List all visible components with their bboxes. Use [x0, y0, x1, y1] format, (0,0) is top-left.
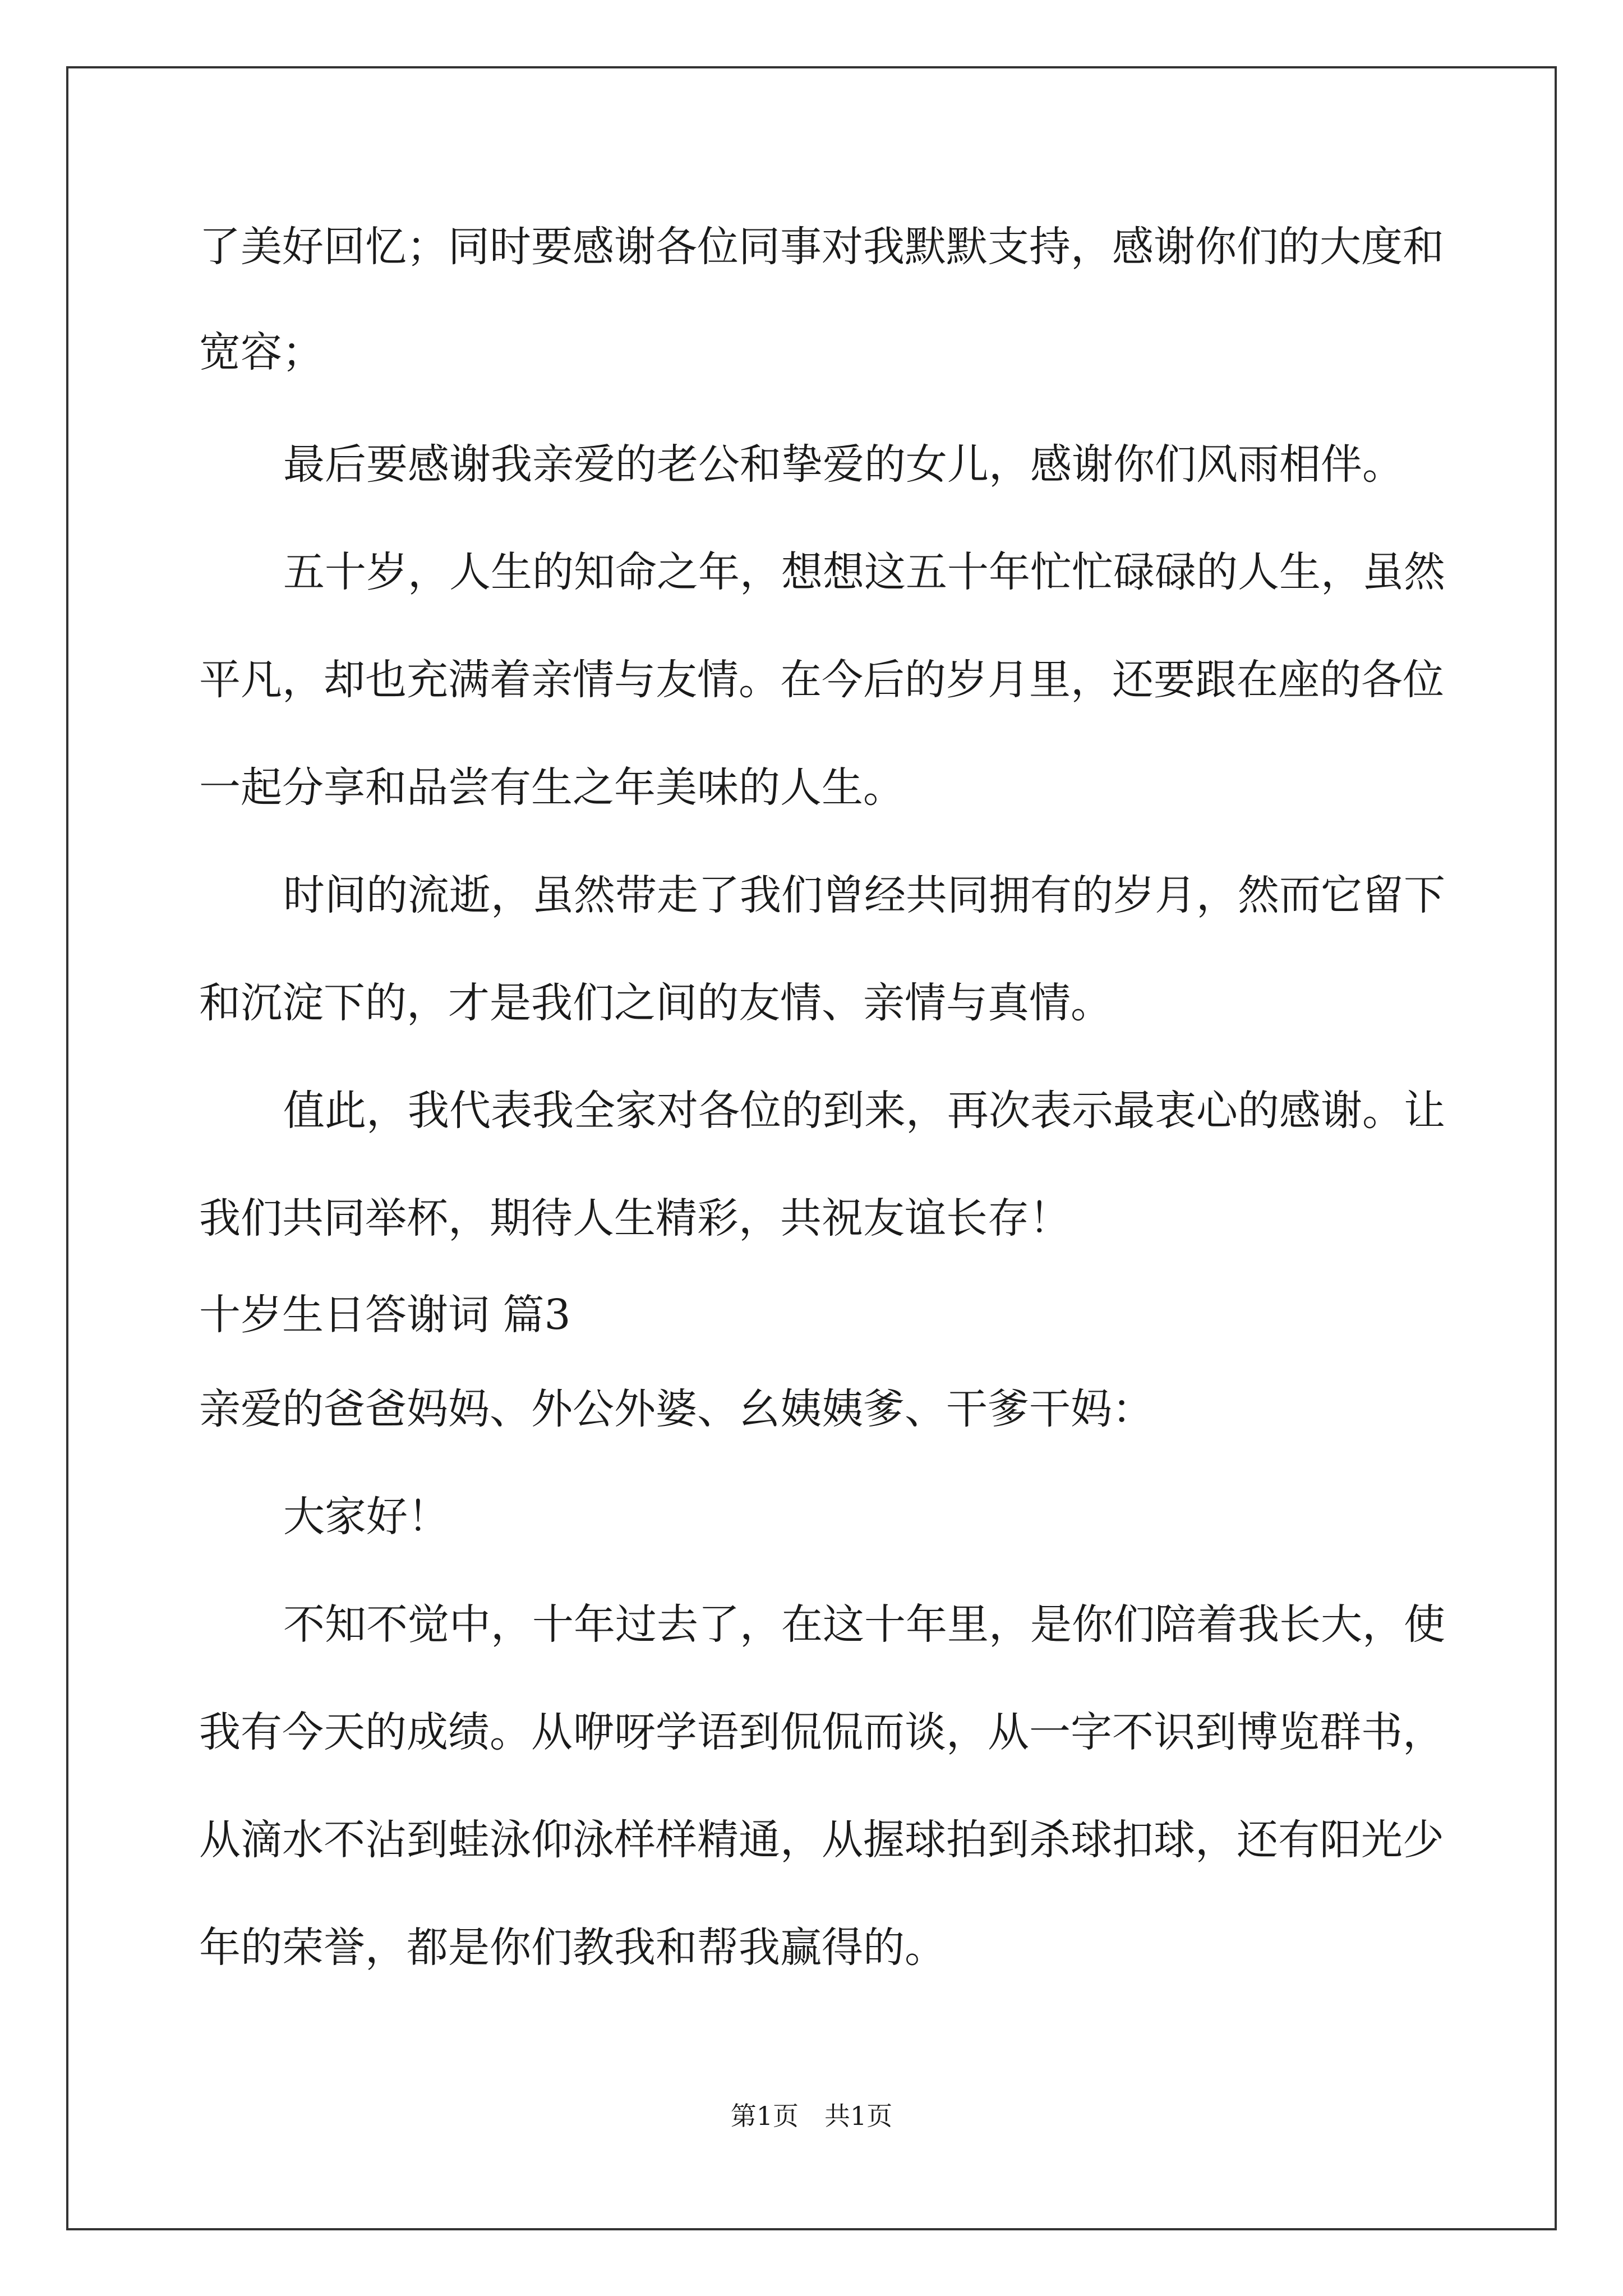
section-heading: 十岁生日答谢词 篇3 — [199, 1291, 571, 1339]
body-text-line: 年的荣誉，都是你们教我和帮我赢得的。 — [199, 1924, 946, 1972]
body-text-line: 我们共同举杯，期待人生精彩，共祝友谊长存！ — [199, 1194, 1071, 1243]
body-text-line: 和沉淀下的，才是我们之间的友情、亲情与真情。 — [199, 979, 1112, 1027]
page-number-footer: 第1页 共1页 — [730, 2101, 893, 2131]
page-border — [66, 66, 1557, 2230]
body-text-line: 五十岁，人生的知命之年，想想这五十年忙忙碌碌的人生，虽然 — [283, 548, 1445, 596]
body-text-line: 不知不觉中，十年过去了，在这十年里，是你们陪着我长大，使 — [283, 1600, 1445, 1649]
salutation-line: 亲爱的爸爸妈妈、外公外婆、幺姨姨爹、干爹干妈： — [199, 1385, 1154, 1433]
body-text-line: 最后要感谢我亲爱的老公和挚爱的女儿，感谢你们风雨相伴。 — [283, 440, 1404, 489]
body-text-line: 值此，我代表我全家对各位的到来，再次表示最衷心的感谢。让 — [283, 1087, 1445, 1135]
body-text-line: 了美好回忆；同时要感谢各位同事对我默默支持，感谢你们的大度和 — [199, 223, 1444, 271]
body-text-line: 一起分享和品尝有生之年美味的人生。 — [199, 763, 905, 812]
body-text-line: 时间的流逝，虽然带走了我们曾经共同拥有的岁月，然而它留下 — [283, 871, 1445, 919]
body-text-line: 宽容； — [199, 328, 324, 376]
body-text-line: 从滴水不沾到蛙泳仰泳样样精通，从握球拍到杀球扣球，还有阳光少 — [199, 1816, 1444, 1864]
body-text-line: 平凡，却也充满着亲情与友情。在今后的岁月里，还要跟在座的各位 — [199, 656, 1444, 704]
greeting-line: 大家好！ — [283, 1493, 449, 1541]
body-text-line: 我有今天的成绩。从咿呀学语到侃侃而谈，从一字不识到博览群书， — [199, 1708, 1444, 1756]
